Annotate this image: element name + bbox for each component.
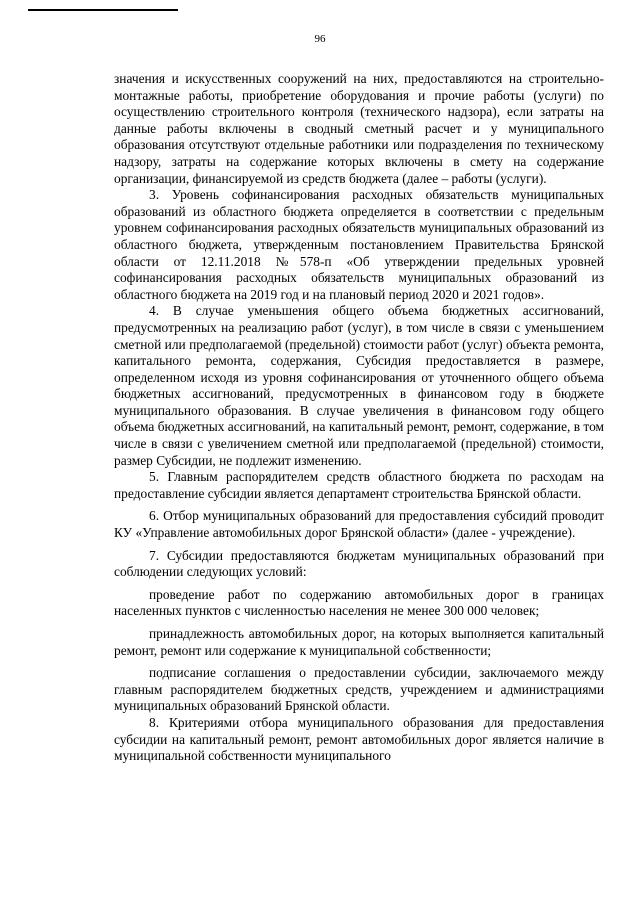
paragraph-condition-1: проведение работ по содержанию автомобильных дорог в границах населенных пунктов с численностью населения не менее 300 000 человек; — [114, 586, 604, 619]
top-rule — [28, 9, 178, 11]
paragraph-clause-6: 6. Отбор муниципальных образований для предоставления субсидий проводит КУ «Управление автомобильных дорог Брянской области» (далее - учреждение). — [114, 508, 604, 541]
paragraph-condition-2: принадлежность автомобильных дорог, на которых выполняется капитальный ремонт, ремонт или содержание к муниципальной собственности; — [114, 626, 604, 658]
paragraph-clause-3: 3. Уровень софинансирования расходных обязательств муниципальных образований из областного бюджета определяется в соответствии с предельным уровнем софинансирования расходных обязательств муниципальных образований из областного бюджета, утвержденным постановлением Правительства Брянской области от 12.11.2018 №578-п «Об утверждении предельных уровней софинансирования расходных обязательств муниципальных образований из областного бюджета на 2019 год и на плановый период 2020 и 2021 годов». — [114, 187, 604, 302]
paragraph-condition-3: подписание соглашения о предоставлении субсидии, заключаемого между главным распорядителем бюджетных средств, учреждением и администрациями муниципальных образований Брянской области. — [114, 665, 604, 714]
document-body — [114, 71, 604, 765]
paragraph-clause-8: 8. Критериями отбора муниципального образования для предоставления субсидии на капитальный ремонт, ремонт автомобильных дорог является наличие в муниципальной собственности муниципального — [114, 714, 604, 764]
paragraph-continuation: значения и искусственных сооружений на них, предоставляются на строительно-монтажные работы, приобретение оборудования и прочие работы (услуги) по осуществлению строительного контроля (технического надзора), если затраты на данные работы включены в сводный сметный расчет и у муниципального образования отсутствуют отдельные работники или подразделения по техническому надзору, затраты на содержание которых включены в смету на содержание организации, финансируемой из средств бюджета (далее – работы (услуги). — [114, 71, 604, 186]
paragraph-clause-7: 7. Субсидии предоставляются бюджетам муниципальных образований при соблюдении следующих условий: — [114, 547, 604, 580]
paragraph-clause-4: 4. В случае уменьшения общего объема бюджетных ассигнований, предусмотренных на реализацию работ (услуг), в том числе в связи с уменьшением сметной или предполагаемой (предельной) стоимости работ (услуг) объекта ремонта, капитального ремонта, содержания, Субсидия предоставляется в размере, определенном исходя из уровня софинансирования от уточненного общего объема бюджетных ассигнований, предусмотренных в финансовом году в бюджете муниципального образования. В случае увеличения в финансовом году общего объема бюджетных ассигнований, на капитальный ремонт, ремонт, содержание, в том числе в связи с увеличением сметной или предполагаемой (предельной) стоимости, размер Субсидии, не подлежит изменению. — [114, 303, 604, 468]
paragraph-clause-5: 5. Главным распорядителем средств областного бюджета по расходам на предоставление субсидии является департамент строительства Брянской области. — [114, 469, 604, 501]
page-number: 96 — [314, 33, 326, 45]
